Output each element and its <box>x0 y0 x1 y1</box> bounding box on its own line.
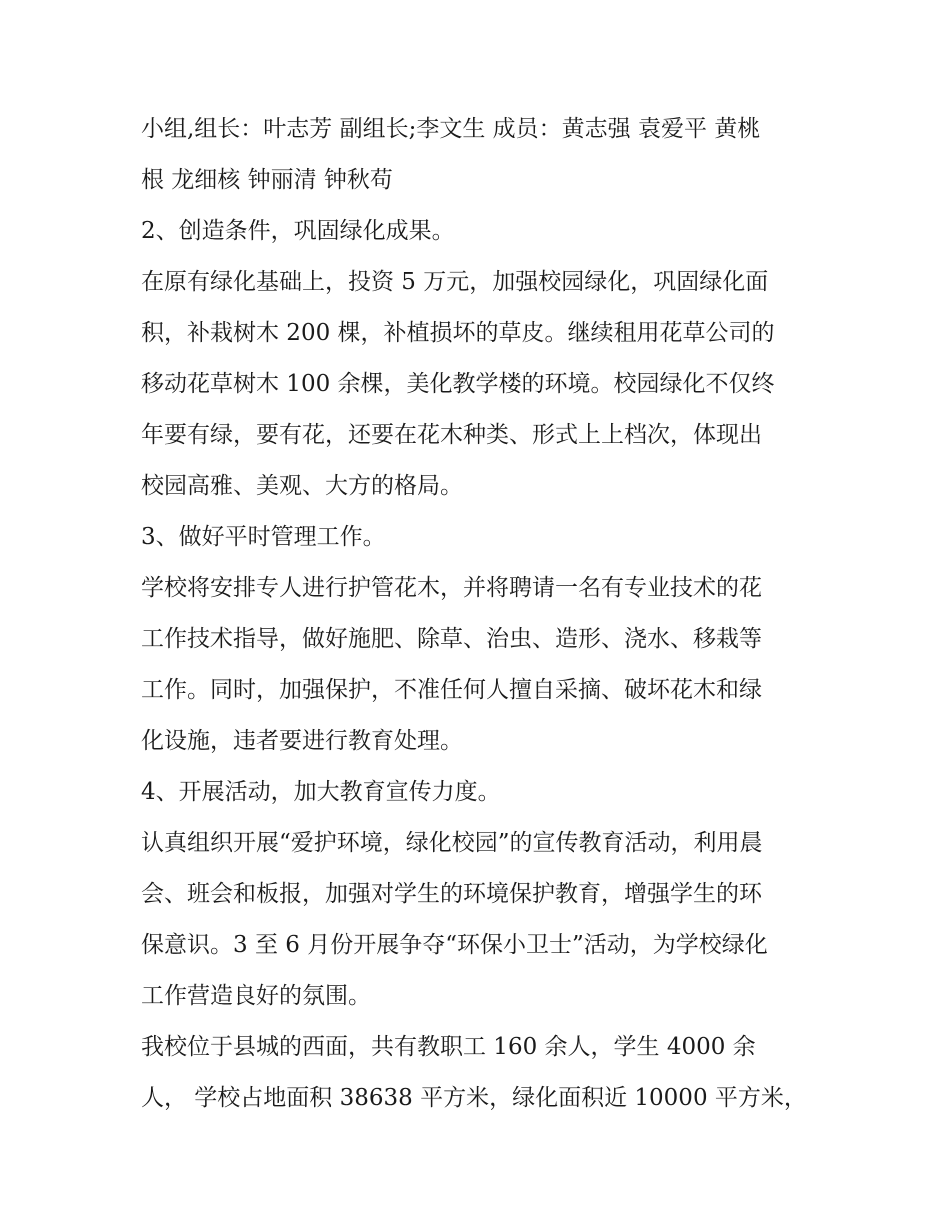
text-line: 认真组织开展“爱护环境，绿化校园”的宣传教育活动，利用晨 <box>141 830 763 856</box>
text-line: 小组,组长：叶志芳 副组长;李文生 成员：黄志强 袁爱平 黄桃 <box>141 116 761 142</box>
text-line: 学校将安排专人进行护管花木，并将聘请一名有专业技术的花 <box>141 575 762 601</box>
text-line: 校园高雅、美观、大方的格局。 <box>141 473 463 499</box>
text-line: 移动花草树木 100 余棵，美化教学楼的环境。校园绿化不仅终 <box>141 371 775 397</box>
text-line: 保意识。3 至 6 月份开展争夺“环保小卫士”活动，为学校绿化 <box>141 932 768 958</box>
text-line: 工作。同时，加强保护，不准任何人擅自采摘、破坏花木和绿 <box>141 677 762 703</box>
section-heading: 2、创造条件，巩固绿化成果。 <box>141 218 455 244</box>
text-line: 人， 学校占地面积 38638 平方米，绿化面积近 10000 平方米， <box>141 1085 807 1111</box>
text-line: 工作营造良好的氛围。 <box>141 983 371 1009</box>
text-line: 年要有绿，要有花，还要在花木种类、形式上上档次，体现出 <box>141 422 762 448</box>
text-line: 我校位于县城的西面，共有教职工 160 余人，学生 4000 余 <box>141 1034 756 1060</box>
text-line: 积，补栽树木 200 棵，补植损坏的草皮。继续租用花草公司的 <box>141 320 775 346</box>
text-line: 会、班会和板报，加强对学生的环境保护教育，增强学生的环 <box>141 881 762 907</box>
document-body <box>141 104 821 1124</box>
text-line: 根 龙细核 钟丽清 钟秋苟 <box>141 167 393 193</box>
section-heading: 4、开展活动，加大教育宣传力度。 <box>141 779 501 805</box>
text-line: 工作技术指导，做好施肥、除草、治虫、造形、浇水、移栽等 <box>141 626 762 652</box>
text-line: 化设施，违者要进行教育处理。 <box>141 728 463 754</box>
text-line: 在原有绿化基础上，投资 5 万元，加强校园绿化，巩固绿化面 <box>141 269 769 295</box>
section-heading: 3、做好平时管理工作。 <box>141 524 386 550</box>
